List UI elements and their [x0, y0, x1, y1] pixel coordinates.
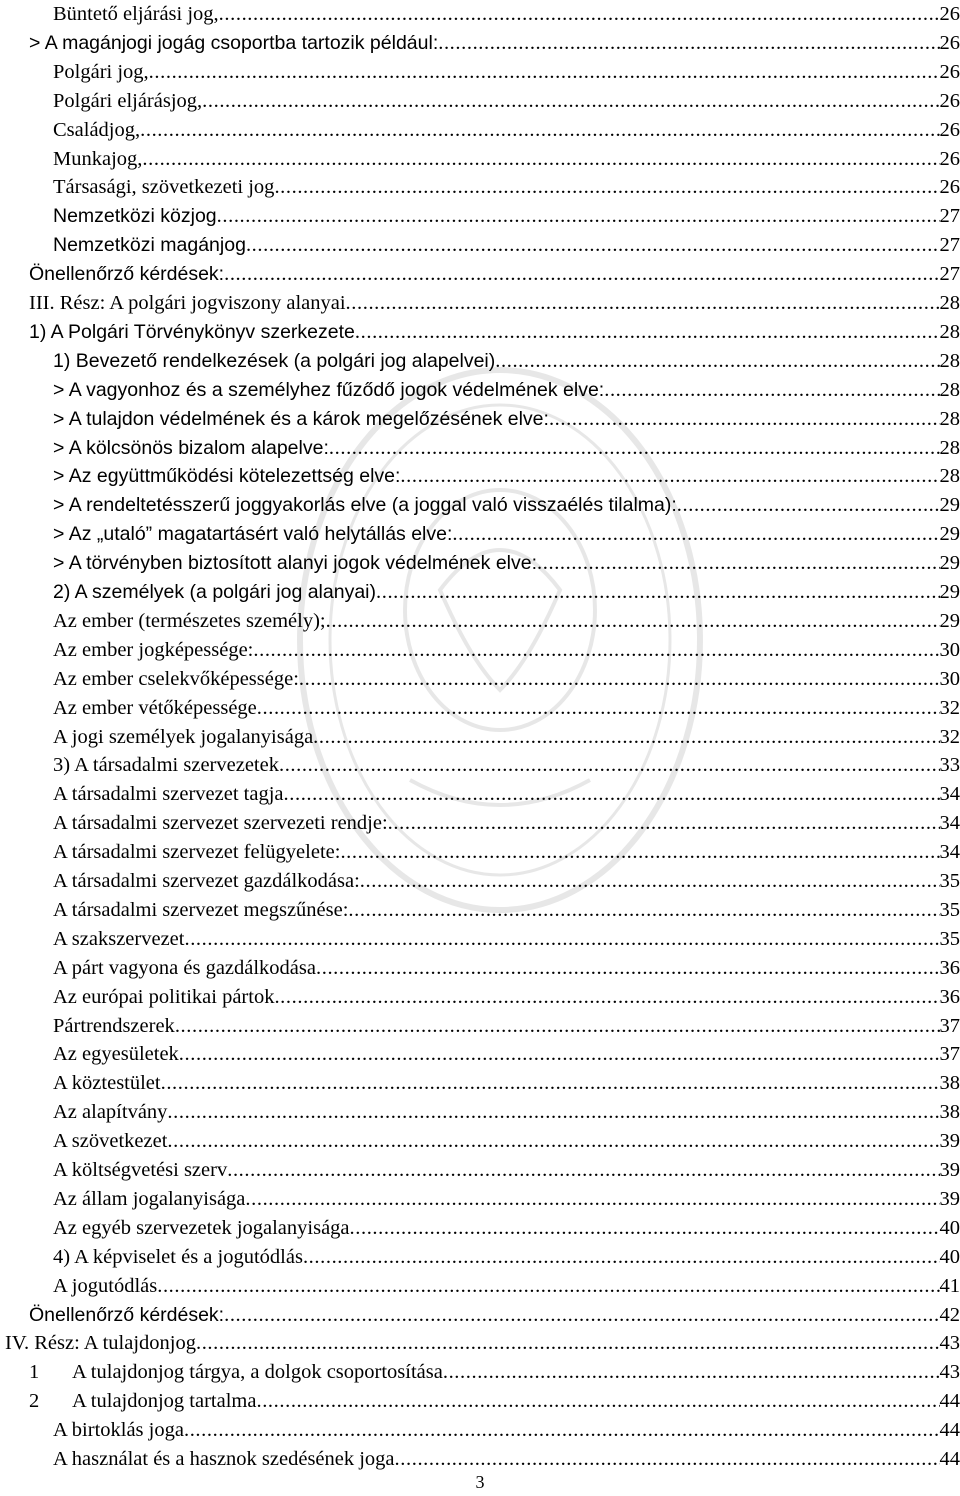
dot-leader [537, 549, 939, 578]
toc-entry-page: 36 [939, 985, 960, 1008]
dot-leader [175, 1012, 940, 1041]
toc-entry [0, 405, 960, 434]
toc-entry-title: A szövetkezet [53, 1130, 168, 1153]
dot-leader [279, 751, 940, 780]
toc-entry [0, 87, 960, 116]
dot-leader [443, 1358, 940, 1387]
toc-entry-title: > A vagyonhoz és a személyhez fűződő jogok védelmének elve: [53, 378, 605, 401]
dot-leader [167, 1127, 939, 1156]
toc-entry-page: 29 [939, 609, 960, 632]
dot-leader [157, 1272, 939, 1301]
toc-entry [0, 116, 960, 145]
dot-leader [677, 491, 940, 520]
toc-entry-title: Az állam jogalanyisága [53, 1187, 246, 1210]
toc-entry-page: 29 [939, 494, 960, 517]
dot-leader [149, 58, 940, 87]
dot-leader [604, 376, 939, 405]
toc-entry-page: 27 [939, 205, 960, 228]
toc-entry [0, 289, 960, 318]
toc-entry-title: A társadalmi szervezet tagja [53, 783, 284, 806]
dot-leader [329, 434, 940, 463]
toc-entry-page: 44 [939, 1448, 960, 1470]
dot-leader [360, 867, 940, 896]
dot-leader [452, 520, 939, 549]
toc-entry-page: 37 [939, 1014, 960, 1037]
dot-leader [274, 173, 939, 202]
dot-leader [549, 405, 940, 434]
toc-entry-page: 41 [939, 1274, 960, 1297]
dot-leader [219, 0, 940, 29]
toc-entry-title: Pártrendszerek [53, 1014, 175, 1037]
toc-entry-number: 2 [29, 1390, 40, 1413]
dot-leader [274, 983, 939, 1012]
toc-entry [0, 983, 960, 1012]
toc-entry [0, 1243, 960, 1272]
toc-entry-title: A jogi személyek jogalanyisága [53, 725, 314, 748]
dot-leader [376, 578, 940, 607]
toc-entry-title: Önellenőrző kérdések: [29, 263, 225, 286]
toc-entry [0, 1387, 960, 1416]
toc-entry-title: Az ember cselekvőképessége: [53, 667, 299, 690]
toc-entry [0, 1185, 960, 1214]
dot-leader [313, 723, 939, 752]
toc-entry-title: Az ember jogképessége: [53, 638, 254, 661]
toc-entry [0, 1214, 960, 1243]
toc-entry [0, 1416, 960, 1445]
dot-leader [303, 1243, 940, 1272]
dot-leader [245, 1185, 939, 1214]
toc-entry-title: 2) A személyek (a polgári jog alanyai) [53, 581, 376, 603]
toc-entry [0, 1445, 960, 1474]
toc-entry-page: 38 [939, 1101, 960, 1124]
toc-entry-page: 38 [939, 1072, 960, 1095]
toc-entry-page: 30 [939, 667, 960, 690]
toc-entry-page: 27 [939, 263, 960, 286]
dot-leader [161, 1069, 940, 1098]
toc-entry [0, 925, 960, 954]
toc-entry-title: > A rendeltetésszerű joggyakorlás elve (a joggal való visszaélés tilalma): [53, 494, 677, 517]
toc-entry-page: 26 [939, 118, 960, 141]
toc-entry [0, 694, 960, 723]
dot-leader [299, 665, 940, 694]
toc-entry-page: 39 [939, 1159, 960, 1181]
toc-entry [0, 896, 960, 925]
toc-entry [0, 1329, 960, 1358]
toc-entry-title: A használat és a hasznok szedésének joga [53, 1448, 395, 1470]
toc-entry-page: 35 [939, 870, 960, 892]
toc-entry-title: > A magánjogi jogág csoportba tartozik például: [29, 31, 439, 54]
toc-entry-page: 34 [939, 841, 960, 864]
toc-entry-title: Az alapítvány [53, 1101, 168, 1124]
toc-entry-title: A párt vagyona és gazdálkodása [53, 956, 316, 979]
toc-entry-title: Polgári jog, [53, 60, 149, 83]
toc-entry-page: 26 [939, 3, 960, 25]
toc-entry-page: 40 [939, 1245, 960, 1268]
toc-entry [0, 636, 960, 665]
toc-entry-page: 39 [939, 1187, 960, 1210]
toc-entry-title: A társadalmi szervezet gazdálkodása: [53, 870, 360, 892]
page-number: 3 [475, 1472, 485, 1492]
toc-entry-page: 44 [939, 1390, 960, 1413]
dot-leader [284, 780, 940, 809]
toc-entry-page: 29 [939, 581, 960, 603]
toc-entry [0, 145, 960, 174]
toc-entry-title: A jogutódlás [53, 1274, 158, 1297]
toc-entry [0, 434, 960, 463]
dot-leader [395, 1445, 940, 1474]
toc-entry-title: Az egyesületek [53, 1043, 179, 1066]
toc-entry-title: 3) A társadalmi szervezetek [53, 754, 279, 777]
toc-entry-page: 28 [939, 407, 960, 430]
dot-leader [224, 1301, 939, 1330]
toc-entry-title: Munkajog, [53, 147, 143, 170]
dot-leader [256, 1387, 939, 1416]
toc-entry-page: 26 [939, 31, 960, 54]
toc-entry-title: > A törvényben biztosított alanyi jogok védelmének elve: [53, 552, 538, 575]
toc-entry-page: 44 [939, 1419, 960, 1442]
toc-entry-title: Az európai politikai pártok [53, 985, 275, 1008]
toc-entry-title: A tulajdonjog tárgya, a dolgok csoportosítása [72, 1361, 443, 1384]
toc-entry [0, 347, 960, 376]
toc-entry-page: 29 [939, 552, 960, 575]
toc-entry [0, 954, 960, 983]
toc-entry-page: 42 [939, 1303, 960, 1326]
dot-leader [346, 289, 940, 318]
toc-entry-page: 26 [939, 147, 960, 170]
toc-entry-page: 29 [939, 523, 960, 546]
toc-entry-page: 28 [939, 378, 960, 401]
dot-leader [179, 1040, 940, 1069]
toc-entry [0, 607, 960, 636]
toc-entry-page: 27 [939, 234, 960, 257]
dot-leader [348, 896, 939, 925]
toc-entry-title: 1) A Polgári Törvénykönyv szerkezete [29, 320, 355, 343]
dot-leader [253, 636, 939, 665]
toc-entry-page: 26 [939, 89, 960, 112]
toc-entry-page: 26 [939, 176, 960, 199]
dot-leader [140, 116, 939, 145]
dot-leader [202, 87, 939, 116]
toc-entry [0, 751, 960, 780]
dot-leader [257, 694, 940, 723]
dot-leader [495, 347, 939, 376]
toc-entry-page: 30 [939, 638, 960, 661]
toc-entry-title: IV. Rész: A tulajdonjog [5, 1332, 196, 1355]
toc-entry-page: 43 [939, 1361, 960, 1384]
toc-entry-title: A tulajdonjog tartalma [72, 1390, 257, 1413]
toc-entry-page: 32 [939, 696, 960, 719]
toc-entry-title: A köztestület [53, 1072, 161, 1095]
toc-entry [0, 1358, 960, 1387]
toc-entry [0, 1156, 960, 1185]
toc-entry [0, 578, 960, 607]
toc-entry [0, 809, 960, 838]
toc-entry-title: A költségvetési szerv [53, 1159, 228, 1181]
toc-entry-title: > Az „utaló” magatartásért való helytállás elve: [53, 523, 453, 546]
toc-entry-page: 35 [939, 927, 960, 950]
dot-leader [196, 1329, 940, 1358]
toc-entry-title: > A kölcsönös bizalom alapelve: [53, 436, 329, 459]
toc-entry-page: 34 [939, 783, 960, 806]
dot-leader [438, 29, 939, 58]
dot-leader [224, 260, 939, 289]
toc-entry-page: 34 [939, 812, 960, 835]
toc-entry-title: Büntető eljárási jog, [53, 3, 219, 25]
toc-entry [0, 838, 960, 867]
toc-entry-title: Az ember vétőképessége [53, 696, 257, 719]
toc-entry-title: A társadalmi szervezet megszűnése: [53, 898, 349, 921]
dot-leader [227, 1156, 939, 1185]
dot-leader [184, 925, 939, 954]
toc-entry-title: A szakszervezet [53, 927, 185, 950]
toc-entry-title: A társadalmi szervezet felügyelete: [53, 841, 341, 864]
toc-entry [0, 1272, 960, 1301]
toc-entry-title: Családjog, [53, 118, 141, 141]
toc-entry-page: 36 [939, 956, 960, 979]
toc-entry-title: Az ember (természetes személy); [53, 609, 326, 632]
toc-entry [0, 723, 960, 752]
toc-entry [0, 173, 960, 202]
toc-entry-page: 35 [939, 898, 960, 921]
toc-entry [0, 665, 960, 694]
toc-entry [0, 867, 960, 896]
toc-entry [0, 549, 960, 578]
toc-entry-page: 28 [939, 349, 960, 372]
toc-entry-title: 1) Bevezető rendelkezések (a polgári jog alapelvei) [53, 349, 496, 372]
toc-entry-page: 40 [939, 1216, 960, 1239]
toc-entry-number: 1 [29, 1361, 40, 1384]
toc-entry-page: 28 [939, 465, 960, 488]
toc-entry-title: Társasági, szövetkezeti jog [53, 176, 275, 199]
dot-leader [355, 318, 940, 347]
toc-entry [0, 260, 960, 289]
dot-leader [246, 231, 940, 260]
dot-leader [350, 1214, 940, 1243]
toc-entry [0, 202, 960, 231]
toc-entry [0, 1040, 960, 1069]
toc-entry [0, 29, 960, 58]
toc-entry-title: 4) A képviselet és a jogutódlás [53, 1245, 303, 1268]
toc-entry-page: 32 [939, 725, 960, 748]
dot-leader [217, 202, 940, 231]
dot-leader [142, 145, 939, 174]
toc-entry [0, 1098, 960, 1127]
dot-leader [400, 462, 939, 491]
toc-entry-page: 33 [939, 754, 960, 777]
toc-entry [0, 1012, 960, 1041]
dot-leader [316, 954, 940, 983]
toc-entry-title: A társadalmi szervezet szervezeti rendje: [53, 812, 388, 835]
toc-entry [0, 0, 960, 29]
toc-entry [0, 231, 960, 260]
toc-entry-page: 28 [939, 436, 960, 459]
toc-entry-page: 37 [939, 1043, 960, 1066]
toc-entry-title: Nemzetközi közjog [53, 205, 217, 228]
toc-entry [0, 1127, 960, 1156]
toc-entry [0, 520, 960, 549]
toc-entry-title: Önellenőrző kérdések: [29, 1303, 225, 1326]
toc-entry [0, 1301, 960, 1330]
toc-entry-title: Polgári eljárásjog, [53, 89, 203, 112]
toc-entry-page: 39 [939, 1130, 960, 1153]
toc-entry-title: > Az együttműködési kötelezettség elve: [53, 465, 401, 488]
toc-entry [0, 462, 960, 491]
toc-entry-page: 28 [939, 292, 960, 314]
toc-entry-title: > A tulajdon védelmének és a károk megelőzésének elve: [53, 407, 549, 430]
toc-entry [0, 491, 960, 520]
dot-leader [340, 838, 939, 867]
toc-entry [0, 318, 960, 347]
toc-entry-page: 28 [939, 320, 960, 343]
toc-entry-title: A birtoklás joga [53, 1419, 184, 1442]
dot-leader [184, 1416, 940, 1445]
toc-entry [0, 780, 960, 809]
toc-entry [0, 1069, 960, 1098]
toc-entry-page: 43 [939, 1332, 960, 1355]
toc-entry-title: Nemzetközi magánjog [53, 234, 246, 257]
toc-entry [0, 58, 960, 87]
dot-leader [167, 1098, 939, 1127]
toc-entry-title: III. Rész: A polgári jogviszony alanyai [29, 292, 346, 314]
toc-entry [0, 376, 960, 405]
toc-entry-title: Az egyéb szervezetek jogalanyisága [53, 1216, 350, 1239]
dot-leader [388, 809, 940, 838]
toc-entry-page: 26 [939, 60, 960, 83]
dot-leader [326, 607, 940, 636]
